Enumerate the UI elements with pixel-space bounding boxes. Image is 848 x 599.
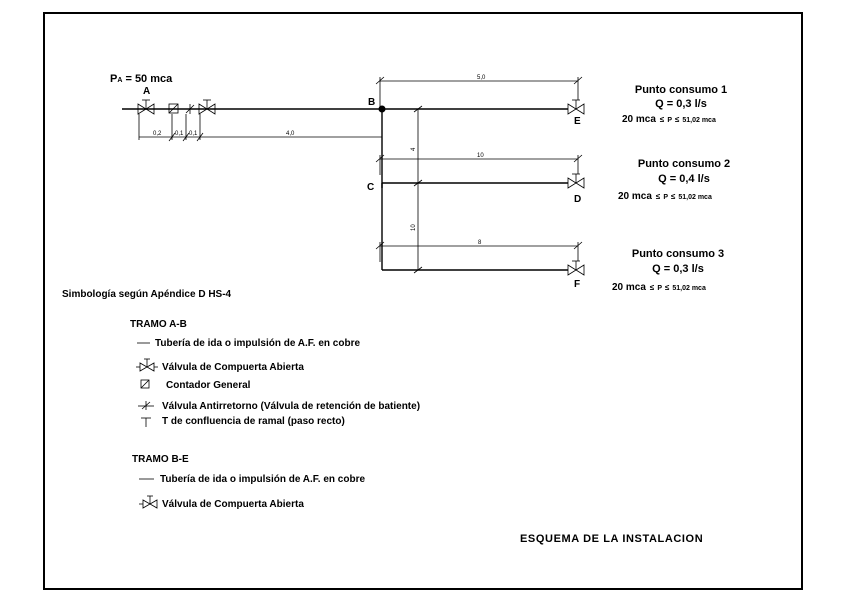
dim-10-cf: 10 xyxy=(411,224,417,231)
gate-valve-f-icon xyxy=(568,261,584,275)
legend-be-item-2: Válvula de Compuerta Abierta xyxy=(162,499,304,510)
dim-4-0: 4,0 xyxy=(286,131,295,137)
dim-0-1-b: 0,1 xyxy=(189,131,198,137)
node-d-label: D xyxy=(574,194,582,205)
supply-pressure-label: PA = 50 mca xyxy=(110,73,173,85)
node-a-label: A xyxy=(143,86,151,97)
cp1-range: 20 mca ≤ P ≤ 51,02 mca xyxy=(622,114,716,125)
legend-title: Simbología según Apéndice D HS-4 xyxy=(62,289,232,300)
legend-be-item-1: Tubería de ida o impulsión de A.F. en cobre xyxy=(160,474,366,485)
legend-tee-icon xyxy=(141,418,151,427)
gate-valve-ab-icon xyxy=(199,100,215,114)
consumption-point-3 xyxy=(612,248,724,293)
legend-tramo-ab-heading: TRAMO A-B xyxy=(130,319,187,330)
legend-tramo-be-heading: TRAMO B-E xyxy=(132,454,189,465)
node-b-label: B xyxy=(368,97,376,108)
dim-0-2: 0,2 xyxy=(153,131,162,137)
diagram-caption: ESQUEMA DE LA INSTALACION xyxy=(520,533,704,545)
legend-ab-item-2: Válvula de Compuerta Abierta xyxy=(162,362,304,373)
dim-4-bc: 4 xyxy=(411,147,417,151)
legend-gate-valve-icon xyxy=(136,359,158,371)
cp1-title: Punto consumo 1 xyxy=(634,84,728,96)
legend-ab-item-5: T de confluencia de ramal (paso recto) xyxy=(162,416,345,427)
dim-0-1-a: 0,1 xyxy=(175,131,184,137)
legend-check-valve-icon xyxy=(138,401,154,410)
consumption-point-2 xyxy=(618,158,730,202)
legend-ab-item-3: Contador General xyxy=(166,380,251,391)
legend-be-gate-valve-icon xyxy=(139,496,157,508)
dim-8-cf: 8 xyxy=(478,240,482,246)
legend-ab-item-1: Tubería de ida o impulsión de A.F. en cobre xyxy=(155,338,361,349)
consumption-point-1 xyxy=(622,84,727,125)
cp3-flow: Q = 0,3 l/s xyxy=(652,263,704,275)
cp1-flow: Q = 0,3 l/s xyxy=(655,98,707,110)
node-f-label: F xyxy=(574,279,581,290)
gate-valve-e-icon xyxy=(568,100,584,114)
gate-valve-d-icon xyxy=(568,174,584,188)
node-c-label: C xyxy=(367,182,375,193)
gate-valve-a-icon xyxy=(138,100,154,114)
cp2-range: 20 mca ≤ P ≤ 51,02 mca xyxy=(618,191,712,202)
cp2-flow: Q = 0,4 l/s xyxy=(658,173,710,185)
node-e-label: E xyxy=(574,116,581,127)
dimension-line-be xyxy=(376,77,582,108)
legend-meter-icon xyxy=(141,380,149,388)
dim-5-0: 5,0 xyxy=(477,75,486,81)
cp3-range: 20 mca ≤ P ≤ 51,02 mca xyxy=(612,282,706,293)
cp2-title: Punto consumo 2 xyxy=(637,158,731,170)
cp3-title: Punto consumo 3 xyxy=(631,248,725,260)
legend-ab-item-4: Válvula Antirretorno (Válvula de retención de batiente) xyxy=(162,401,421,412)
dimension-line-bc xyxy=(414,106,422,186)
dim-10-cd: 10 xyxy=(477,153,484,159)
